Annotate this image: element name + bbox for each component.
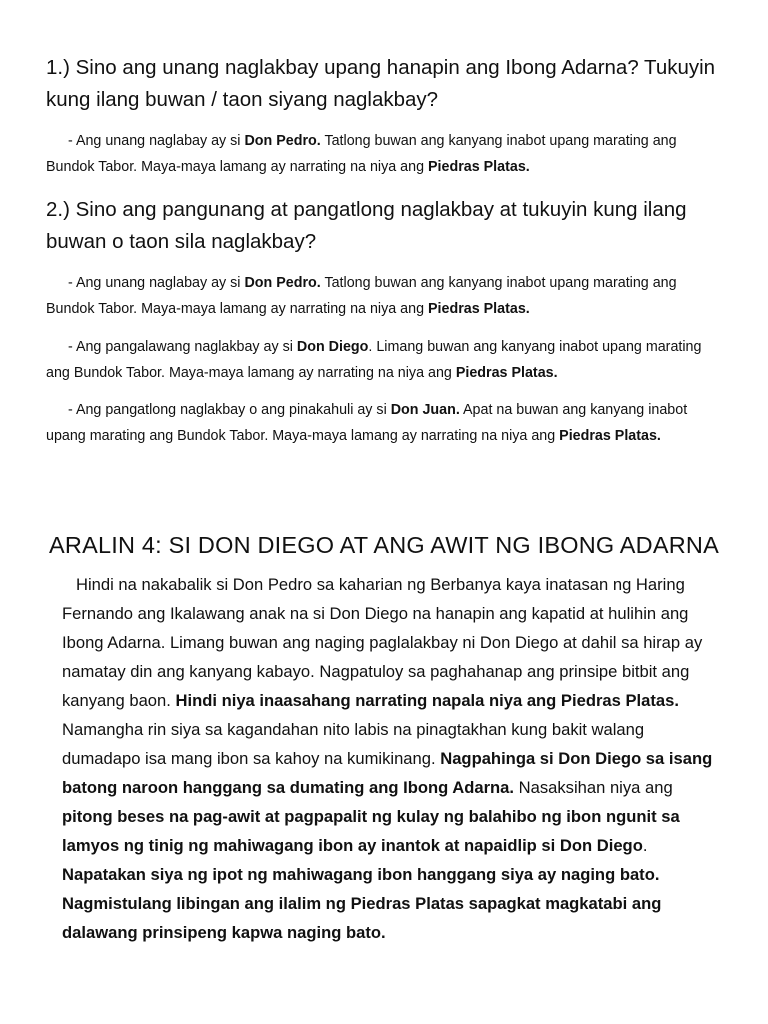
lesson-body: Hindi na nakabalik si Don Pedro sa kaharian ng Berbanya kaya inatasan ng Haring Fernando ang Ikalawang anak na si Don Diego na hanapin ang kapatid at hulihin ang Ibong Adarna. Limang buwan ang naging paglalakbay ni Don Diego at dahil sa hirap ay namatay din ang kanyang kabayo. Nagpatuloy sa paghahanap ang prinsipe bitbit ang kanyang baon. Hindi niya inaasahang narrating napala niya ang Piedras Platas. Namangha rin siya sa kagandahan nito labis na pinagtakhan kung bakit walang dumadapo isa mang ibon sa kahoy na kumikinang. Nagpahinga si Don Diego sa isang batong naroon hanggang sa dumating ang Ibong Adarna. Nasaksihan niya ang pitong beses na pag-awit at pagpapalit ng kulay ng balahibo ng ibon ngunit sa lamyos ng tinig ng mahiwagang ibon ay inantok at napaidlip si Don Diego. Napatakan siya ng ipot ng mahiwagang ibon hanggang siya ay naging bato. Nagmistulang libingan ang ilalim ng Piedras Platas sapagkat magkatabi ang dalawang prinsipeng kapwa naging bato. — [62, 575, 713, 942]
answer-2-3-name: Don Juan. — [390, 402, 460, 418]
answer-1-name: Don Pedro. — [244, 133, 321, 149]
question-1: 1.) Sino ang unang naglakbay upang hanapin ang Ibong Adarna? Tukuyin kung ilang buwan / taon siyang naglakbay? — [46, 56, 716, 111]
lesson-title: ARALIN 4: SI DON DIEGO AT ANG AWIT NG IBONG ADARNA — [49, 532, 719, 558]
answer-2-2: - Ang pangalawang naglakbay ay si Don Diego. Limang buwan ang kanyang inabot upang marating ang Bundok Tabor. Maya-maya lamang ay narrating na niya ang Piedras Platas. — [46, 339, 702, 381]
answer-2-1-name: Don Pedro. — [244, 275, 321, 291]
answer-1: - Ang unang naglabay ay si Don Pedro. Tatlong buwan ang kanyang inabot upang marating ang Bundok Tabor. Maya-maya lamang ay narrating na niya ang Piedras Platas. — [46, 133, 677, 175]
answer-2-1: - Ang unang naglabay ay si Don Pedro. Tatlong buwan ang kanyang inabot upang marating ang Bundok Tabor. Maya-maya lamang ay narrating na niya ang Piedras Platas. — [46, 275, 677, 317]
answer-2-3: - Ang pangatlong naglakbay o ang pinakahuli ay si Don Juan. Apat na buwan ang kanyang inabot upang marating ang Bundok Tabor. Maya-maya lamang ay narrating na niya ang Piedras Platas. — [46, 402, 688, 444]
answer-2-3-place: Piedras Platas. — [559, 428, 661, 444]
answer-2-2-name: Don Diego — [296, 339, 369, 355]
answer-2-2-place: Piedras Platas. — [455, 365, 558, 381]
answer-2-1-place: Piedras Platas. — [428, 301, 530, 317]
answer-1-place: Piedras Platas. — [428, 159, 530, 175]
question-2: 2.) Sino ang pangunang at pangatlong naglakbay at tukuyin kung ilang buwan o taon sila naglakbay? — [46, 198, 687, 253]
